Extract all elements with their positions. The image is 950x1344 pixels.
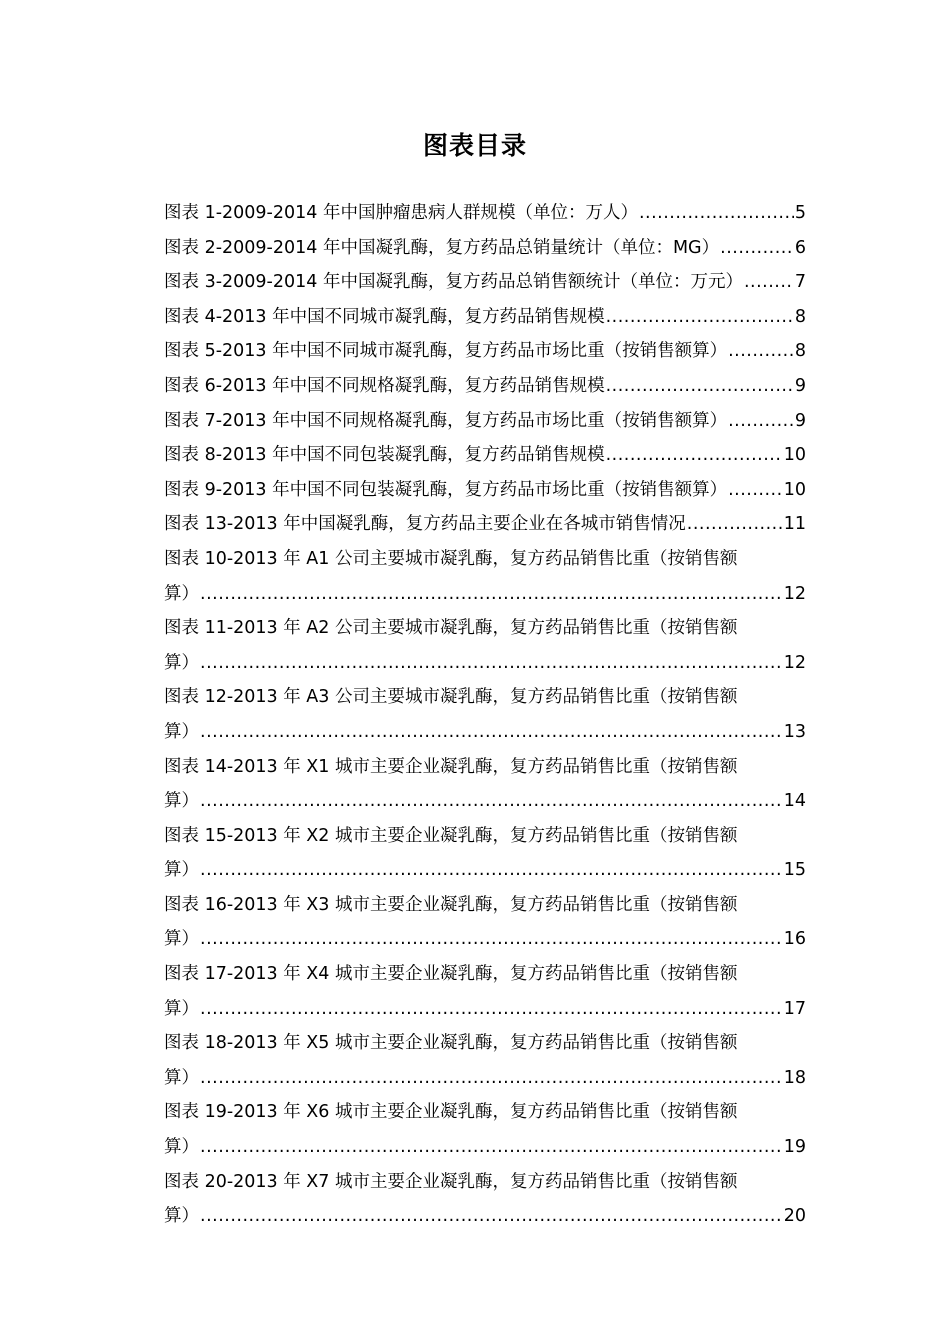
toc-entry-text: 图表 17-2013 年 X4 城市主要企业凝乳酶，复方药品销售比重（按销售额 — [164, 964, 738, 985]
toc-entry-text: 图表 4-2013 年中国不同城市凝乳酶，复方药品销售规模 — [164, 306, 605, 327]
dot-leader — [200, 992, 783, 1027]
toc-entry-text: 图表 11-2013 年 A2 公司主要城市凝乳酶，复方药品销售比重（按销售额 — [164, 618, 738, 639]
toc-entry-text: 图表 3-2009-2014 年中国凝乳酶，复方药品总销售额统计（单位：万元） — [164, 272, 743, 293]
toc-page-number: 8 — [794, 306, 806, 327]
toc-entry-line[interactable] — [164, 1199, 806, 1234]
toc-page-number: 10 — [783, 479, 806, 500]
toc-page-number: 17 — [783, 998, 806, 1019]
toc-entry-text: 图表 13-2013 年中国凝乳酶，复方药品主要企业在各城市销售情况 — [164, 514, 686, 535]
toc-entry-text: 图表 19-2013 年 X6 城市主要企业凝乳酶，复方药品销售比重（按销售额 — [164, 1102, 738, 1123]
dot-leader — [606, 438, 783, 473]
toc-entry-text: 图表 5-2013 年中国不同城市凝乳酶，复方药品市场比重（按销售额算） — [164, 341, 728, 362]
toc-page-number: 8 — [794, 341, 806, 362]
toc-entry-text: 图表 16-2013 年 X3 城市主要企业凝乳酶，复方药品销售比重（按销售额 — [164, 894, 738, 915]
dot-leader — [728, 473, 783, 508]
toc-entry-line[interactable] — [164, 853, 806, 888]
dot-leader — [606, 300, 794, 335]
dot-leader — [687, 507, 783, 542]
dot-leader — [720, 231, 794, 266]
toc-entry-text: 算） — [164, 652, 199, 673]
toc-entry-text: 算） — [164, 860, 199, 881]
toc-entry-line[interactable] — [164, 888, 806, 923]
toc-page-number: 7 — [794, 272, 806, 293]
toc-entry-line[interactable] — [164, 784, 806, 819]
toc-page-number: 19 — [783, 1137, 806, 1158]
toc-entry-text: 图表 10-2013 年 A1 公司主要城市凝乳酶，复方药品销售比重（按销售额 — [164, 548, 738, 569]
dot-leader — [200, 646, 783, 681]
toc-entry-text: 图表 14-2013 年 X1 城市主要企业凝乳酶，复方药品销售比重（按销售额 — [164, 756, 738, 777]
toc-entry-line[interactable] — [164, 473, 806, 508]
toc-entry-line[interactable] — [164, 1165, 806, 1200]
toc-entry-text: 图表 2-2009-2014 年中国凝乳酶，复方药品总销量统计（单位：MG） — [164, 237, 720, 258]
page-title: 图表目录 — [422, 131, 527, 160]
dot-leader — [200, 577, 783, 612]
toc-page-number: 13 — [783, 721, 806, 742]
toc-page-number: 6 — [794, 237, 806, 258]
toc-entry-text: 图表 6-2013 年中国不同规格凝乳酶，复方药品销售规模 — [164, 375, 605, 396]
dot-leader — [200, 922, 783, 957]
dot-leader — [200, 1061, 783, 1096]
toc-page-number: 12 — [783, 652, 806, 673]
toc-entry-text: 图表 1-2009-2014 年中国肿瘤患病人群规模（单位：万人） — [164, 203, 638, 223]
dot-leader — [200, 1199, 783, 1234]
toc-page-number: 10 — [783, 445, 806, 466]
toc-entry-line[interactable] — [164, 646, 806, 681]
toc-entry-line[interactable] — [164, 404, 806, 439]
toc-page-number: 9 — [794, 375, 806, 396]
toc-entry-text: 算） — [164, 1137, 199, 1158]
dot-leader — [639, 196, 794, 231]
toc-entry-text: 算） — [164, 721, 199, 742]
toc-entry-line[interactable] — [164, 819, 806, 854]
toc-entry-text: 算） — [164, 929, 199, 950]
toc-page-number: 18 — [783, 1067, 806, 1088]
toc-entry-line[interactable] — [164, 680, 806, 715]
toc-entry-line[interactable] — [164, 334, 806, 369]
toc-page-number: 14 — [783, 791, 806, 812]
toc-page-number: 9 — [794, 410, 806, 431]
toc-entry-line[interactable] — [164, 611, 806, 646]
toc-page-number: 12 — [783, 583, 806, 604]
toc-entry-line[interactable] — [164, 438, 806, 473]
toc-entry-line[interactable] — [164, 992, 806, 1027]
table-of-figures — [164, 196, 806, 1234]
dot-leader — [728, 334, 794, 369]
dot-leader — [200, 784, 783, 819]
toc-entry-text: 图表 18-2013 年 X5 城市主要企业凝乳酶，复方药品销售比重（按销售额 — [164, 1033, 738, 1054]
toc-entry-text: 图表 7-2013 年中国不同规格凝乳酶，复方药品市场比重（按销售额算） — [164, 410, 728, 431]
toc-entry-line[interactable] — [164, 1061, 806, 1096]
toc-entry-line[interactable] — [164, 1026, 806, 1061]
toc-page-number: 5 — [794, 203, 806, 223]
toc-entry-text: 图表 20-2013 年 X7 城市主要企业凝乳酶，复方药品销售比重（按销售额 — [164, 1171, 738, 1192]
toc-entry-line[interactable] — [164, 507, 806, 542]
toc-entry-text: 图表 9-2013 年中国不同包装凝乳酶，复方药品市场比重（按销售额算） — [164, 479, 728, 500]
toc-entry-line[interactable] — [164, 922, 806, 957]
toc-entry-line[interactable] — [164, 369, 806, 404]
toc-entry-text: 算） — [164, 1206, 199, 1227]
dot-leader — [200, 853, 783, 888]
toc-entry-line[interactable] — [164, 1095, 806, 1130]
toc-entry-text: 图表 8-2013 年中国不同包装凝乳酶，复方药品销售规模 — [164, 445, 605, 466]
toc-entry-line[interactable] — [164, 542, 806, 577]
dot-leader — [744, 265, 794, 300]
toc-page-number: 20 — [783, 1206, 806, 1227]
toc-entry-text: 算） — [164, 791, 199, 812]
toc-entry-line[interactable] — [164, 231, 806, 266]
toc-entry-text: 图表 15-2013 年 X2 城市主要企业凝乳酶，复方药品销售比重（按销售额 — [164, 825, 738, 846]
toc-entry-text: 算） — [164, 998, 199, 1019]
toc-entry-line[interactable] — [164, 300, 806, 335]
toc-entry-text: 算） — [164, 583, 199, 604]
toc-entry-text: 算） — [164, 1067, 199, 1088]
dot-leader — [606, 369, 794, 404]
toc-entry-text: 图表 12-2013 年 A3 公司主要城市凝乳酶，复方药品销售比重（按销售额 — [164, 687, 738, 708]
toc-entry-line[interactable] — [164, 750, 806, 785]
toc-entry-line[interactable] — [164, 715, 806, 750]
toc-page-number: 15 — [783, 860, 806, 881]
toc-entry-line[interactable] — [164, 196, 806, 231]
dot-leader — [728, 404, 794, 439]
toc-page-number: 16 — [783, 929, 806, 950]
toc-entry-line[interactable] — [164, 577, 806, 612]
dot-leader — [200, 1130, 783, 1165]
toc-entry-line[interactable] — [164, 265, 806, 300]
toc-entry-line[interactable] — [164, 1130, 806, 1165]
toc-entry-line[interactable] — [164, 957, 806, 992]
toc-page-number: 11 — [783, 514, 806, 535]
dot-leader — [200, 715, 783, 750]
